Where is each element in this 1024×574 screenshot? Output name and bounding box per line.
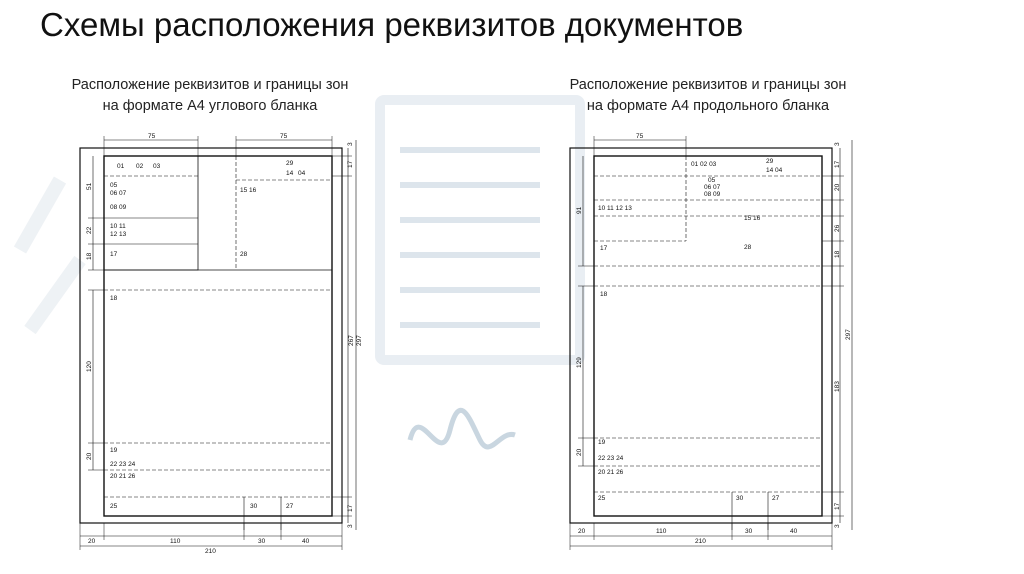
right-req-25: 25 <box>598 495 606 502</box>
right-req-19: 19 <box>598 439 606 446</box>
left-dim-right-17a: 17 <box>347 160 354 168</box>
left-dim-bottom-110: 110 <box>170 538 181 545</box>
right-dim-right-297: 297 <box>845 329 852 340</box>
left-dim-bottom-20: 20 <box>88 538 96 545</box>
left-dim-right-267: 267 <box>348 335 355 346</box>
right-req-18: 18 <box>600 291 608 298</box>
right-dim-right-20: 20 <box>834 183 841 191</box>
left-req-15-16: 15 16 <box>240 187 257 194</box>
left-req-05: 05 <box>110 182 118 189</box>
left-dim-20: 20 <box>86 452 93 460</box>
left-dim-top-right: 75 <box>280 133 288 140</box>
right-req-15-16: 15 16 <box>744 215 761 222</box>
right-req-22-23-24: 22 23 24 <box>598 455 624 462</box>
left-req-29: 29 <box>286 160 294 167</box>
left-req-14: 14 <box>286 170 294 177</box>
right-req-01-02-03: 01 02 03 <box>691 161 717 168</box>
right-dim-91: 91 <box>576 206 583 214</box>
left-dim-bottom-30: 30 <box>258 538 266 545</box>
right-dim-right-17b: 17 <box>834 502 841 510</box>
left-dim-right-297: 297 <box>356 335 363 346</box>
left-dim-right-3b: 3 <box>347 524 354 528</box>
left-dim-bottom-210: 210 <box>205 548 216 555</box>
right-req-28: 28 <box>744 244 752 251</box>
left-req-10-11: 10 11 <box>110 223 126 230</box>
right-req-08-09: 08 09 <box>704 191 721 198</box>
left-caption-line2: на формате А4 углового бланка <box>102 98 318 114</box>
left-dim-120: 120 <box>86 361 93 372</box>
right-req-29: 29 <box>766 158 774 165</box>
right-caption-line2: на формате А4 продольного бланка <box>586 98 830 114</box>
right-req-20-21-26: 20 21 26 <box>598 469 624 476</box>
right-req-05: 05 <box>708 177 716 184</box>
right-req-17: 17 <box>600 245 608 252</box>
right-req-30: 30 <box>736 495 744 502</box>
left-req-04: 04 <box>298 170 306 177</box>
left-req-03: 03 <box>153 163 161 170</box>
left-dim-18a: 18 <box>86 252 93 260</box>
right-dim-bottom-40: 40 <box>790 528 798 535</box>
right-dim-bottom-30: 30 <box>745 528 753 535</box>
right-dim-bottom-210: 210 <box>695 538 706 545</box>
right-dim-right-3a: 3 <box>834 142 841 146</box>
right-caption-line1: Расположение реквизитов и границы зон <box>569 77 847 93</box>
right-req-06-07: 06 07 <box>704 184 721 191</box>
left-dim-51: 51 <box>86 182 93 190</box>
left-req-25: 25 <box>110 503 118 510</box>
right-dim-top-75: 75 <box>636 133 644 140</box>
left-req-08-09: 08 09 <box>110 204 127 211</box>
right-req-27: 27 <box>772 495 780 502</box>
left-dim-22: 22 <box>86 226 93 234</box>
right-dim-129: 129 <box>576 357 583 368</box>
left-dim-top-left: 75 <box>148 133 156 140</box>
left-req-17: 17 <box>110 251 118 258</box>
right-dim-right-183: 183 <box>834 381 841 392</box>
left-req-30: 30 <box>250 503 258 510</box>
right-dim-bottom-110: 110 <box>656 528 667 535</box>
right-req-10-11-12-13: 10 11 12 13 <box>598 205 632 212</box>
left-req-02: 02 <box>136 163 144 170</box>
right-dim-right-3b: 3 <box>834 524 841 528</box>
right-dim-right-26: 26 <box>834 224 841 232</box>
left-req-27: 27 <box>286 503 294 510</box>
left-req-01: 01 <box>117 163 125 170</box>
right-dim-right-17a: 17 <box>834 160 841 168</box>
right-req-14-04: 14 04 <box>766 167 783 174</box>
left-req-06-07: 06 07 <box>110 190 127 197</box>
left-dim-right-17b: 17 <box>347 504 354 512</box>
left-req-20-21-26: 20 21 26 <box>110 473 136 480</box>
left-req-19: 19 <box>110 447 118 454</box>
right-dim-right-18: 18 <box>834 250 841 258</box>
left-req-18: 18 <box>110 295 118 302</box>
right-dim-bottom-20: 20 <box>578 528 586 535</box>
left-caption-line1: Расположение реквизитов и границы зон <box>71 77 349 93</box>
page-title: Схемы расположения реквизитов документов <box>40 6 744 43</box>
left-dim-bottom-40: 40 <box>302 538 310 545</box>
right-dim-20: 20 <box>576 448 583 456</box>
left-req-22-23-24: 22 23 24 <box>110 461 136 468</box>
left-req-12-13: 12 13 <box>110 231 127 238</box>
left-dim-right-3a: 3 <box>347 142 354 146</box>
left-req-28: 28 <box>240 251 248 258</box>
